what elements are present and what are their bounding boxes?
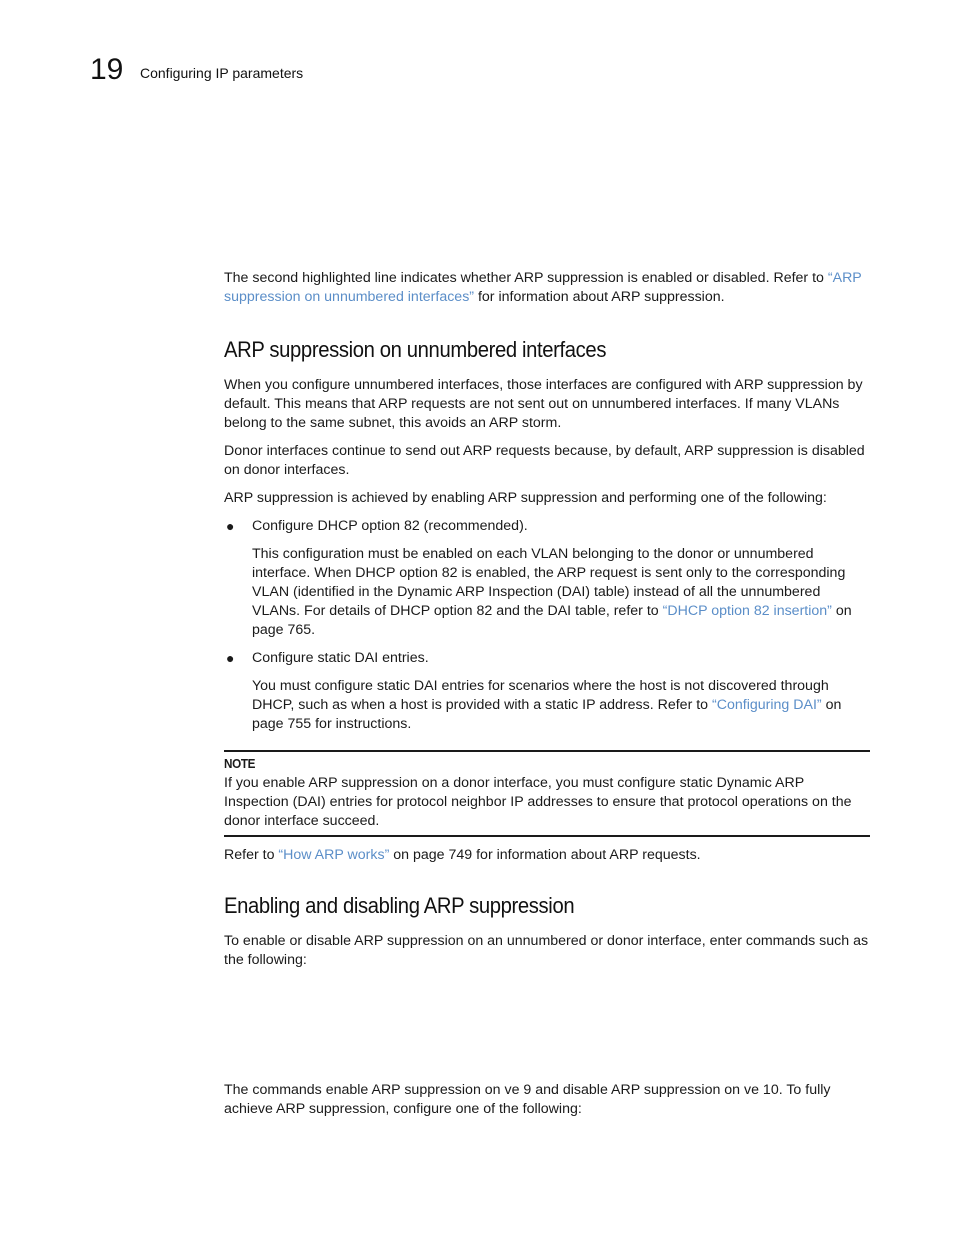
chapter-title: Configuring IP parameters [140, 65, 304, 81]
note-text: If you enable ARP suppression on a donor interface, you must configure static Dynamic ARP Inspection (DAI) entries for protocol neighbor IP addresses to ensure that protocol operations on the donor interface succeed. [224, 775, 852, 829]
how-arp-works-link[interactable]: “How ARP works” [278, 847, 390, 863]
paragraph: When you configure unnumbered interfaces, those interfaces are configured with ARP suppression by default. This means that ARP requests are not sent out on unnumbered interfaces. If many VLANs belong to the same subnet, this avoids an ARP storm. [224, 377, 863, 431]
list-item: ● Configure DHCP option 82 (recommended). [226, 518, 528, 534]
note-box [224, 750, 870, 837]
chapter-number: 19 [90, 53, 124, 86]
intro-paragraph: The second highlighted line indicates whether ARP suppression is enabled or disabled. Refer to “ARP suppression on unnumbered interfaces” for information about ARP suppression. [224, 270, 862, 305]
section-heading-arp-suppression: ARP suppression on unnumbered interfaces [224, 337, 607, 362]
note-label: NOTE [224, 756, 256, 771]
dhcp-option-82-link[interactable]: “DHCP option 82 insertion” [662, 603, 832, 619]
bullet-icon: ● [226, 650, 235, 666]
arp-suppression-link[interactable]: “ARP suppression on unnumbered interfaces” [224, 270, 862, 305]
list-item: ● Configure static DAI entries. [226, 650, 429, 666]
bullet-detail: This configuration must be enabled on each VLAN belonging to the donor or unnumbered interface. When DHCP option 82 is enabled, the ARP request is sent only to the corresponding VLAN (identified in the Dynamic ARP Inspection (DAI) table) instead of all the unnumbered VLANs. For details of DHCP option 82 and the DAI table, refer to “DHCP option 82 insertion” on page 765. [252, 546, 852, 638]
paragraph: ARP suppression is achieved by enabling ARP suppression and performing one of the following: [224, 490, 827, 506]
section-heading-enabling-disabling: Enabling and disabling ARP suppression [224, 893, 575, 918]
page-body [224, 269, 870, 1128]
bullet-icon: ● [226, 518, 235, 534]
bullet-detail: You must configure static DAI entries for scenarios where the host is not discovered through DHCP, such as when a host is provided with a static IP address. Refer to “Configuring DAI” on page 755 for instructions. [252, 678, 842, 732]
paragraph: The commands enable ARP suppression on ve 9 and disable ARP suppression on ve 10. To fully achieve ARP suppression, configure one of the following: [224, 1082, 831, 1117]
refer-paragraph: Refer to “How ARP works” on page 749 for information about ARP requests. [224, 847, 701, 863]
configuring-dai-link[interactable]: “Configuring DAI” [712, 697, 822, 713]
paragraph: To enable or disable ARP suppression on an unnumbered or donor interface, enter commands such as the following: [224, 933, 869, 968]
paragraph: Donor interfaces continue to send out ARP requests because, by default, ARP suppression is disabled on donor interfaces. [224, 443, 865, 478]
